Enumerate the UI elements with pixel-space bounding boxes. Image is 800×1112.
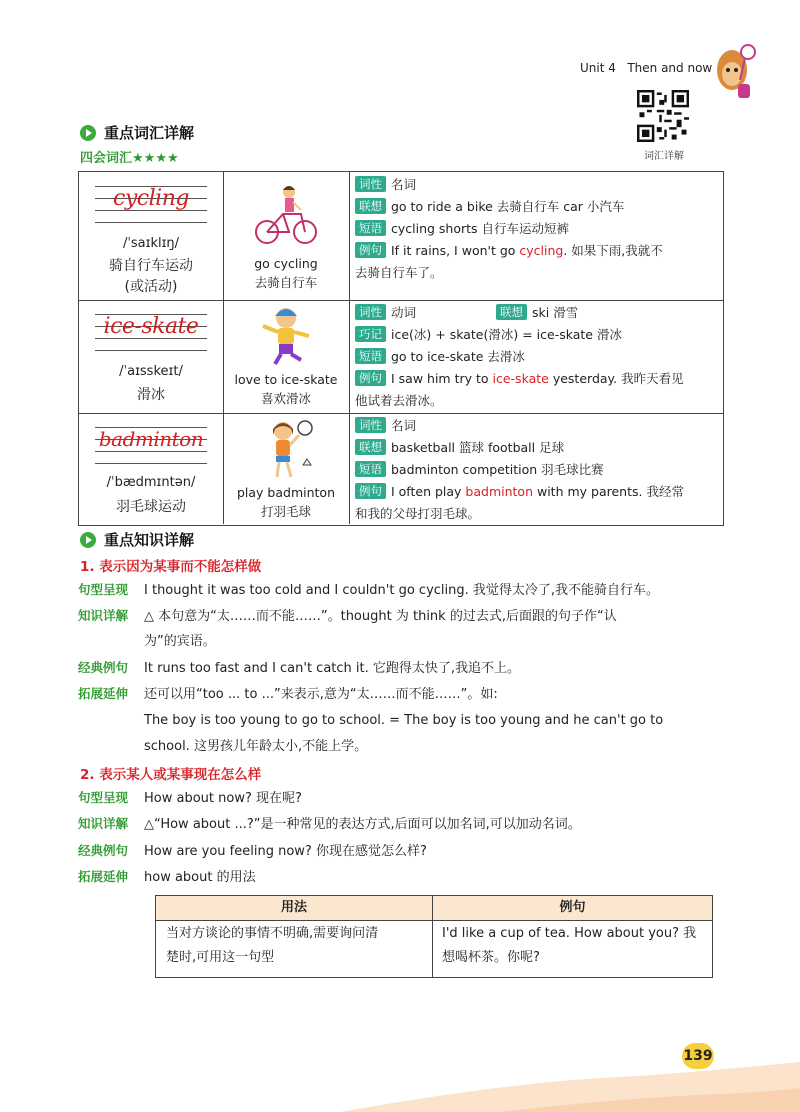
vocab-word-cell bbox=[79, 300, 224, 413]
point-label: 句型呈现 bbox=[78, 790, 129, 805]
point-title: 1. 表示因为某事而不能怎样做 bbox=[80, 559, 262, 575]
point-label: 经典例句 bbox=[78, 660, 129, 675]
section-title-knowledge bbox=[80, 529, 194, 550]
note-tag: 联想 bbox=[496, 304, 527, 320]
girl-badminton-icon bbox=[253, 419, 319, 481]
note-line: 例句 If it rains, I won't go cycling. 如果下雨,我就不 bbox=[355, 240, 663, 262]
note-line: 和我的父母打羽毛球。 bbox=[355, 506, 481, 521]
unit-label: Unit 4 bbox=[580, 61, 616, 75]
vocab-row-badminton bbox=[79, 413, 723, 524]
vocab-picture-cell bbox=[223, 172, 350, 300]
highlight-word: cycling bbox=[519, 243, 564, 258]
vocab-word-cell bbox=[79, 172, 224, 300]
note-line: 例句 I often play badminton with my parents. 我经常 bbox=[355, 481, 684, 503]
point-row: 经典例句 How are you feeling now? 你现在感觉怎么样? bbox=[78, 838, 427, 865]
section-title-text: 重点知识详解 bbox=[104, 531, 195, 549]
page-footer-wave bbox=[0, 1040, 800, 1112]
section-title-text: 重点词汇详解 bbox=[104, 124, 195, 142]
note-tag: 短语 bbox=[355, 348, 386, 364]
vocab-picture-cell bbox=[223, 300, 350, 413]
point-label: 经典例句 bbox=[78, 843, 129, 858]
point-label: 知识详解 bbox=[78, 608, 129, 623]
vocab-ipa: /ˈbædmɪntən/ bbox=[106, 475, 196, 490]
point-row: The boy is too young to go to school. = The boy is too young and he can't go to bbox=[144, 713, 664, 728]
point-row: 为”的宾语。 bbox=[144, 634, 216, 649]
note-tag: 短语 bbox=[355, 461, 386, 477]
vocab-ipa: /ˈsaɪklɪŋ/ bbox=[122, 236, 180, 251]
point-row: 拓展延伸 还可以用“too ... to ...”来表示,意为“太……而不能……”。如: bbox=[78, 681, 498, 708]
note-line: 短语 badminton competition 羽毛球比赛 bbox=[355, 459, 604, 481]
qr-caption: 词汇详解 bbox=[644, 151, 684, 162]
note-line: 巧记 ice(冰) + skate(滑冰) = ice-skate 滑冰 bbox=[355, 324, 622, 346]
note-tag: 巧记 bbox=[355, 326, 386, 342]
note-line: 词性 名词 bbox=[355, 415, 416, 437]
picture-caption-en: go cycling bbox=[254, 256, 318, 271]
vocab-notes-cell bbox=[350, 413, 723, 524]
play-icon bbox=[80, 125, 96, 141]
highlight-word: badminton bbox=[465, 484, 533, 499]
example-cell: I'd like a cup of tea. How about you? 我 想喝杯茶。你呢? bbox=[442, 926, 697, 965]
note-tag: 联想 bbox=[355, 198, 386, 214]
note-line: 短语 cycling shorts 自行车运动短裤 bbox=[355, 218, 569, 240]
picture-caption-zh: 去骑自行车 bbox=[254, 275, 318, 290]
vocab-word: badminton bbox=[98, 427, 204, 451]
usage-cell: 当对方谈论的事情不明确,需要询问清 楚时,可用这一句型 bbox=[166, 926, 379, 965]
note-line: 联想 go to ride a bike 去骑自行车 car 小汽车 bbox=[355, 196, 624, 218]
handwriting-lines bbox=[95, 180, 207, 224]
picture-caption-zh: 打羽毛球 bbox=[260, 504, 311, 519]
picture-caption-en: love to ice-skate bbox=[234, 372, 338, 387]
point-label: 拓展延伸 bbox=[78, 869, 129, 884]
section-title-vocab bbox=[80, 122, 194, 143]
girl-riding-bike-icon bbox=[253, 184, 319, 246]
note-tag: 联想 bbox=[355, 439, 386, 455]
vocab-level-label: 四会词汇★★★★ bbox=[80, 151, 179, 166]
point-row: 知识详解 △ 本句意为“太……而不能……”。thought 为 think 的过去式,后面跟的句子作“认 bbox=[78, 603, 617, 630]
point-row: 知识详解 △“How about ...?”是一种常见的表达方式,后面可以加名词,可以加动名词。 bbox=[78, 811, 581, 838]
note-tag: 词性 bbox=[355, 304, 386, 320]
point-row: 句型呈现 How about now? 现在呢? bbox=[78, 785, 302, 812]
point-row: 拓展延伸 how about 的用法 bbox=[78, 864, 256, 891]
vocab-meaning: (或活动) bbox=[124, 279, 178, 295]
picture-caption-en: play badminton bbox=[236, 485, 335, 500]
page-number: 139 bbox=[682, 1043, 714, 1069]
point-label: 知识详解 bbox=[78, 816, 129, 831]
note-tag: 例句 bbox=[355, 483, 386, 499]
vocab-meaning: 骑自行车运动 bbox=[109, 258, 193, 274]
picture-caption-zh: 喜欢滑冰 bbox=[260, 391, 311, 406]
vocab-meaning: 滑冰 bbox=[137, 387, 165, 403]
boy-ice-skating-icon bbox=[253, 306, 319, 368]
handwriting-lines bbox=[95, 421, 207, 465]
vocab-notes-cell bbox=[350, 172, 723, 300]
point-label: 拓展延伸 bbox=[78, 686, 129, 701]
note-line: 短语 go to ice-skate 去滑冰 bbox=[355, 346, 525, 368]
vocab-ipa: /ˈaɪsskeɪt/ bbox=[119, 364, 183, 379]
note-tag: 短语 bbox=[355, 220, 386, 236]
point-row: 句型呈现 I thought it was too cold and I couldn't go cycling. 我觉得太冷了,我不能骑自行车。 bbox=[78, 577, 659, 604]
qr-code-icon[interactable] bbox=[637, 90, 689, 142]
note-line: 词性 名词 bbox=[355, 174, 416, 196]
note-tag: 词性 bbox=[355, 417, 386, 433]
note-line: 词性 动词 bbox=[355, 302, 416, 324]
vocab-word-cell bbox=[79, 413, 224, 524]
note-line: 他试着去滑冰。 bbox=[355, 393, 443, 408]
unit-header bbox=[580, 61, 712, 75]
point-row: school. 这男孩儿年龄太小,不能上学。 bbox=[144, 739, 368, 754]
vocab-meaning: 羽毛球运动 bbox=[116, 499, 186, 515]
usage-table bbox=[155, 895, 713, 978]
vocab-word: cycling bbox=[113, 186, 189, 211]
note-tag: 词性 bbox=[355, 176, 386, 192]
vocab-table bbox=[78, 171, 724, 526]
note-line: 联想 ski 滑雪 bbox=[496, 302, 578, 324]
vocab-row-ice-skate bbox=[79, 300, 723, 414]
vocab-word: ice-skate bbox=[103, 314, 199, 339]
note-line: 去骑自行车了。 bbox=[355, 265, 443, 280]
play-icon bbox=[80, 532, 96, 548]
stars-rating: ★★★★ bbox=[132, 151, 179, 166]
vocab-picture-cell bbox=[223, 413, 350, 524]
note-line: 联想 basketball 篮球 football 足球 bbox=[355, 437, 564, 459]
vocab-row-cycling bbox=[79, 172, 723, 301]
unit-title: Then and now bbox=[627, 61, 713, 75]
note-tag: 例句 bbox=[355, 242, 386, 258]
highlight-word: ice-skate bbox=[492, 371, 549, 386]
point-row: 经典例句 It runs too fast and I can't catch it. 它跑得太快了,我追不上。 bbox=[78, 655, 520, 682]
point-title: 2. 表示某人或某事现在怎么样 bbox=[80, 767, 262, 783]
note-tag: 例句 bbox=[355, 370, 386, 386]
note-line: 例句 I saw him try to ice-skate yesterday. 我昨天看见 bbox=[355, 368, 684, 390]
point-label: 句型呈现 bbox=[78, 582, 129, 597]
vocab-notes-cell bbox=[350, 300, 723, 413]
usage-header-example: 例句 bbox=[559, 900, 586, 915]
usage-header-usage: 用法 bbox=[280, 900, 307, 915]
mascot-icon bbox=[708, 40, 758, 104]
handwriting-lines bbox=[95, 308, 207, 352]
